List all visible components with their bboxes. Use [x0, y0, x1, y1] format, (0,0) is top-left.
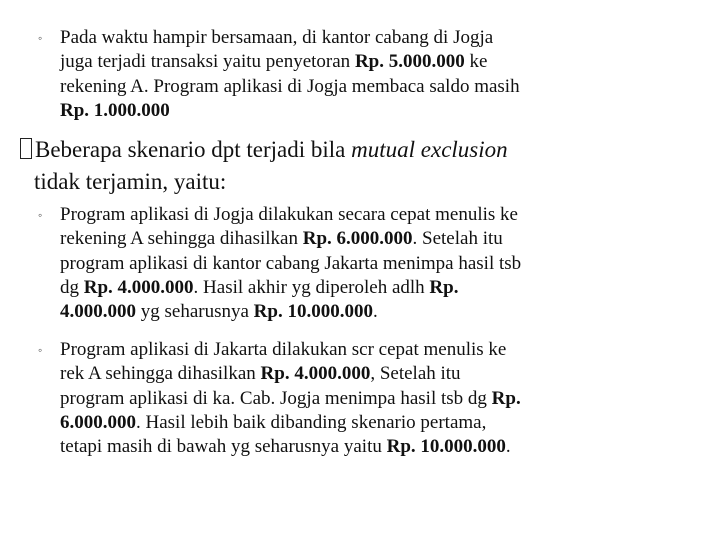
main-bullet-line-1: Beberapa skenario dpt terjadi bila mutual exclusion: [20, 134, 508, 166]
scenario-2-line-4: 6.000.000. Hasil lebih baik dibanding skenario pertama,: [60, 411, 487, 433]
scenario-2-line-3: program aplikasi di ka. Cab. Jogja menimpa hasil tsb dg Rp.: [60, 387, 521, 409]
scenario-1-line-4: dg Rp. 4.000.000. Hasil akhir yg diperoleh adlh Rp.: [60, 276, 459, 298]
top-item-line-3: rekening A. Program aplikasi di Jogja membaca saldo masih: [60, 75, 520, 97]
bullet-box-icon: [20, 138, 32, 159]
scenario-2-line-1: Program aplikasi di Jakarta dilakukan scr cepat menulis ke: [60, 339, 507, 360]
main-bullet-line-2: tidak terjamin, yaitu:: [34, 169, 227, 194]
bullet-marker: ◦: [38, 31, 43, 45]
bullet-marker: ◦: [38, 208, 43, 222]
scenario-2-line-2: rek A sehingga dihasilkan Rp. 4.000.000, Setelah itu: [60, 363, 461, 385]
bullet-marker: ◦: [38, 343, 43, 357]
top-item-line-1: Pada waktu hampir bersamaan, di kantor cabang di Jogja: [60, 27, 494, 48]
scenario-1-bullet: [38, 203, 522, 324]
scenario-2-line-5: tetapi masih di bawah yg seharusnya yaitu Rp. 10.000.000.: [60, 436, 511, 458]
top-item-line-2: juga terjadi transaksi yaitu penyetoran Rp. 5.000.000 ke: [60, 51, 488, 73]
top-sub-bullet: [38, 26, 520, 123]
scenario-1-line-3: program aplikasi di kantor cabang Jakarta menimpa hasil tsb: [60, 252, 522, 274]
scenario-1-line-5: 4.000.000 yg seharusnya Rp. 10.000.000.: [60, 301, 378, 323]
scenario-2-bullet: [38, 338, 521, 459]
top-item-line-4: Rp. 1.000.000: [60, 99, 170, 121]
scenario-1-line-2: rekening A sehingga dihasilkan Rp. 6.000.000. Setelah itu: [60, 228, 503, 250]
main-bullet: [20, 134, 508, 198]
scenario-1-line-1: Program aplikasi di Jogja dilakukan secara cepat menulis ke: [60, 204, 518, 225]
